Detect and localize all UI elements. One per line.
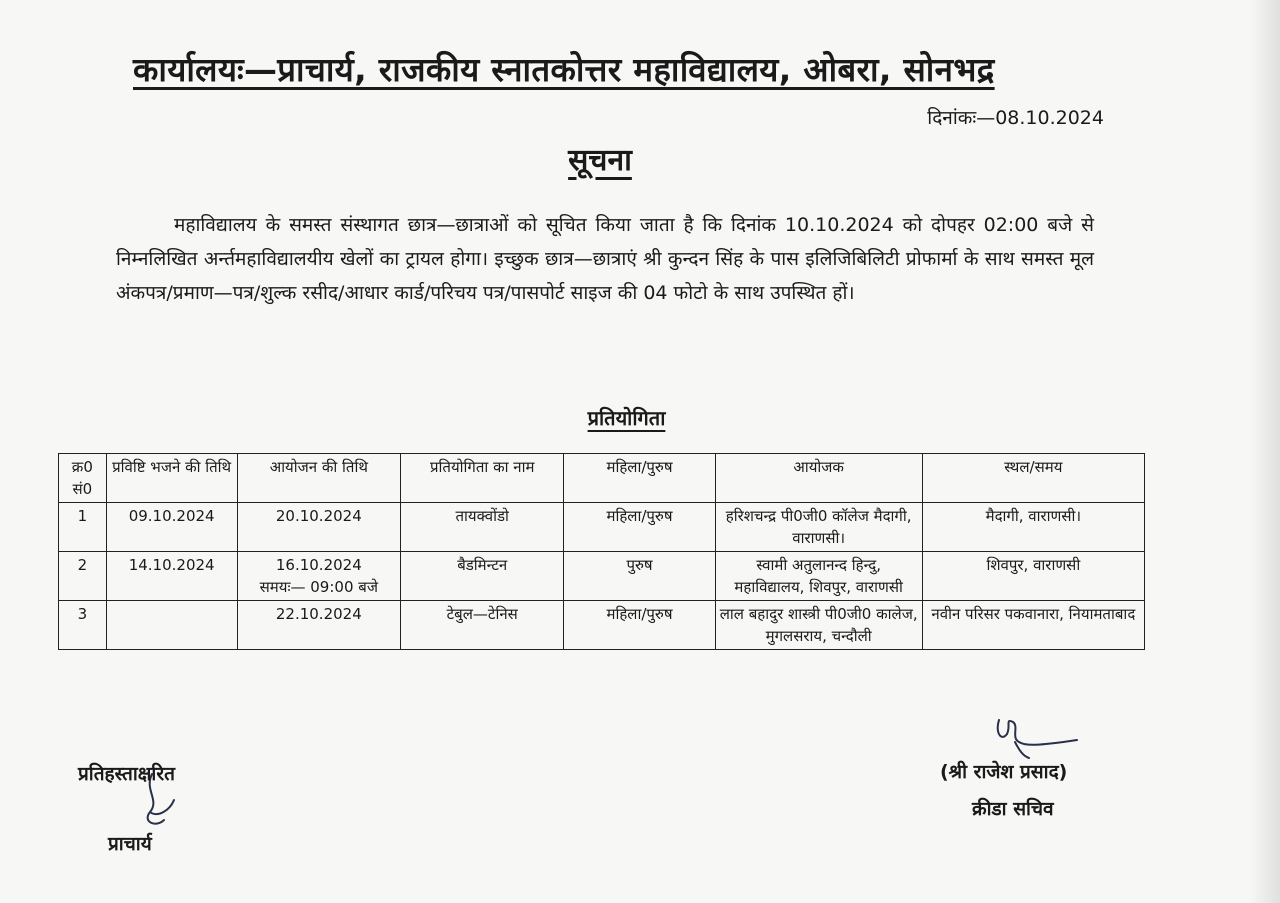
header-event-date: आयोजन की तिथि (237, 454, 400, 503)
cell-entry-date (106, 601, 237, 650)
page-edge-shadow (1250, 0, 1280, 903)
header-entry-date: प्रविष्टि भजने की तिथि (106, 454, 237, 503)
cell-organizer: स्वामी अतुलानन्द हिन्दु, महाविद्यालय, शिवपुर, वाराणसी (715, 552, 922, 601)
table-row (59, 552, 1145, 601)
competition-table (58, 453, 1145, 650)
cell-organizer: लाल बहादुर शास्त्री पी0जी0 कालेज, मुगलसराय, चन्दौली (715, 601, 922, 650)
event-date: 22.10.2024 (275, 605, 362, 623)
header-venue: स्थल/समय (922, 454, 1144, 503)
cell-entry-date: 14.10.2024 (106, 552, 237, 601)
signer-title: क्रीडा सचिव (972, 798, 1054, 820)
cell-venue: नवीन परिसर पकवानारा, नियामताबाद (922, 601, 1144, 650)
cell-sn: 2 (59, 552, 107, 601)
notice-date: दिनांकः—08.10.2024 (927, 107, 1104, 129)
header-gender: महिला/पुरुष (564, 454, 715, 503)
cell-venue: मैदागी, वाराणसी। (922, 503, 1144, 552)
header-competition-name: प्रतियोगिता का नाम (401, 454, 564, 503)
cell-sn: 1 (59, 503, 107, 552)
table-row (59, 601, 1145, 650)
cell-entry-date: 09.10.2024 (106, 503, 237, 552)
table-row (59, 503, 1145, 552)
cell-event-date (237, 601, 400, 650)
event-time: समयः— 09:00 बजे (259, 578, 378, 596)
table-header-row (59, 454, 1145, 503)
countersigned-label: प्रतिहस्ताक्षरित (78, 763, 175, 785)
cell-gender: महिला/पुरुष (564, 503, 715, 552)
event-date: 16.10.2024 (275, 556, 362, 574)
event-date: 20.10.2024 (275, 507, 362, 525)
cell-gender: महिला/पुरुष (564, 601, 715, 650)
cell-sn: 3 (59, 601, 107, 650)
cell-event-date (237, 503, 400, 552)
cell-event-date (237, 552, 400, 601)
cell-competition-name: तायक्वोंडो (401, 503, 564, 552)
header-sn (59, 454, 107, 503)
cell-organizer: हरिशचन्द्र पी0जी0 कॉलेज मैदागी, वाराणसी। (715, 503, 922, 552)
cell-competition-name: बैडमिन्टन (401, 552, 564, 601)
signer-name: (श्री राजेश प्रसाद) (940, 761, 1068, 783)
cell-gender: पुरुष (564, 552, 715, 601)
header-sn-line2: सं0 (72, 480, 93, 498)
notice-body: महाविद्यालय के समस्त संस्थागत छात्र—छात्राओं को सूचित किया जाता है कि दिनांक 10.10.2024 को दोपहर 02:00 बजे से निम्नलिखित अर्न्तमहाविद्यालयीय खेलों का ट्रायल होगा। इच्छुक छात्र—छात्राएं श्री कुन्दन सिंह के पास इलिजिबिलिटी प्रोफार्मा के साथ समस्त मूल अंकपत्र/प्रमाण—पत्र/शुल्क रसीद/आधार कार्ड/परिचय पत्र/पासपोर्ट साइज की 04 फोटो के साथ उपस्थित हों। (116, 214, 1094, 304)
principal-label: प्राचार्य (108, 833, 152, 855)
cell-competition-name: टेबुल—टेनिस (401, 601, 564, 650)
office-heading: कार्यालयः—प्राचार्य, राजकीय स्नातकोत्तर महाविद्यालय, ओबरा, सोनभद्र (133, 50, 995, 89)
notice-title: सूचना (568, 143, 632, 178)
competition-title: प्रतियोगिता (587, 406, 666, 430)
sports-secretary-signature (985, 712, 1085, 762)
header-sn-line1: क्र0 (71, 458, 93, 476)
cell-venue: शिवपुर, वाराणसी (922, 552, 1144, 601)
header-organizer: आयोजक (715, 454, 922, 503)
